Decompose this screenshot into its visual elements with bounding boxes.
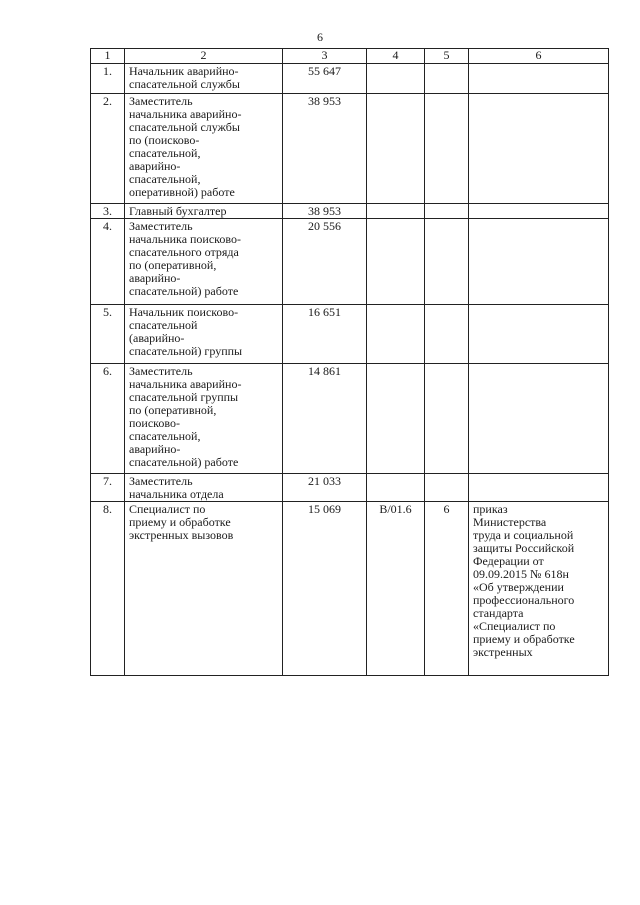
- row-number: 4.: [91, 219, 125, 305]
- code-cell: [367, 305, 425, 364]
- code-cell: [367, 474, 425, 502]
- row-number: 1.: [91, 64, 125, 94]
- reference-cell: [469, 94, 609, 204]
- position-name: Заместитель начальника аварийно- спасательной службы по (поисково- спасательной, аварийно- спасательной, оперативной) работе: [125, 94, 283, 204]
- salary-value: 38 953: [283, 204, 367, 219]
- row-number: 8.: [91, 502, 125, 676]
- reference-cell: приказ Министерства труда и социальной защиты Российской Федерации от 09.09.2015 № 618н «Об утверждении профессионального стандарта «Специалист по приему и обработке экстренных: [469, 502, 609, 676]
- reference-cell: [469, 474, 609, 502]
- reference-cell: [469, 364, 609, 474]
- row-number: 7.: [91, 474, 125, 502]
- table-row: [91, 219, 609, 305]
- level-cell: [425, 94, 469, 204]
- level-cell: [425, 305, 469, 364]
- level-cell: [425, 474, 469, 502]
- table-row: [91, 364, 609, 474]
- level-cell: [425, 64, 469, 94]
- code-cell: [367, 364, 425, 474]
- column-header-1: 1: [91, 49, 125, 64]
- position-name: Заместитель начальника аварийно- спасательной группы по (оперативной, поисково- спасательной, аварийно- спасательной) работе: [125, 364, 283, 474]
- salary-value: 16 651: [283, 305, 367, 364]
- salary-value: 20 556: [283, 219, 367, 305]
- table-row: [91, 502, 609, 676]
- code-cell: [367, 219, 425, 305]
- position-name: Заместитель начальника отдела: [125, 474, 283, 502]
- level-cell: [425, 204, 469, 219]
- salary-value: 15 069: [283, 502, 367, 676]
- column-header-4: 4: [367, 49, 425, 64]
- row-number: 6.: [91, 364, 125, 474]
- table-row: [91, 94, 609, 204]
- level-cell: [425, 364, 469, 474]
- code-cell: [367, 64, 425, 94]
- position-name: Специалист по приему и обработке экстренных вызовов: [125, 502, 283, 676]
- table-row: [91, 305, 609, 364]
- table-row: [91, 204, 609, 219]
- reference-cell: [469, 305, 609, 364]
- table-row: [91, 64, 609, 94]
- row-number: 3.: [91, 204, 125, 219]
- level-cell: [425, 219, 469, 305]
- column-header-2: 2: [125, 49, 283, 64]
- salary-value: 55 647: [283, 64, 367, 94]
- code-cell: [367, 94, 425, 204]
- reference-cell: [469, 219, 609, 305]
- reference-cell: [469, 204, 609, 219]
- salary-value: 14 861: [283, 364, 367, 474]
- column-header-5: 5: [425, 49, 469, 64]
- row-number: 5.: [91, 305, 125, 364]
- table-header-row: [91, 49, 609, 64]
- column-header-3: 3: [283, 49, 367, 64]
- staff-salary-table: [90, 48, 609, 676]
- salary-value: 38 953: [283, 94, 367, 204]
- salary-value: 21 033: [283, 474, 367, 502]
- position-name: Начальник аварийно- спасательной службы: [125, 64, 283, 94]
- level-cell: 6: [425, 502, 469, 676]
- column-header-6: 6: [469, 49, 609, 64]
- page-number: 6: [317, 30, 323, 44]
- table-row: [91, 474, 609, 502]
- reference-cell: [469, 64, 609, 94]
- position-name: Главный бухгалтер: [125, 204, 283, 219]
- position-name: Начальник поисково- спасательной (аварийно- спасательной) группы: [125, 305, 283, 364]
- code-cell: [367, 204, 425, 219]
- code-cell: В/01.6: [367, 502, 425, 676]
- row-number: 2.: [91, 94, 125, 204]
- position-name: Заместитель начальника поисково- спасательного отряда по (оперативной, аварийно- спасательной) работе: [125, 219, 283, 305]
